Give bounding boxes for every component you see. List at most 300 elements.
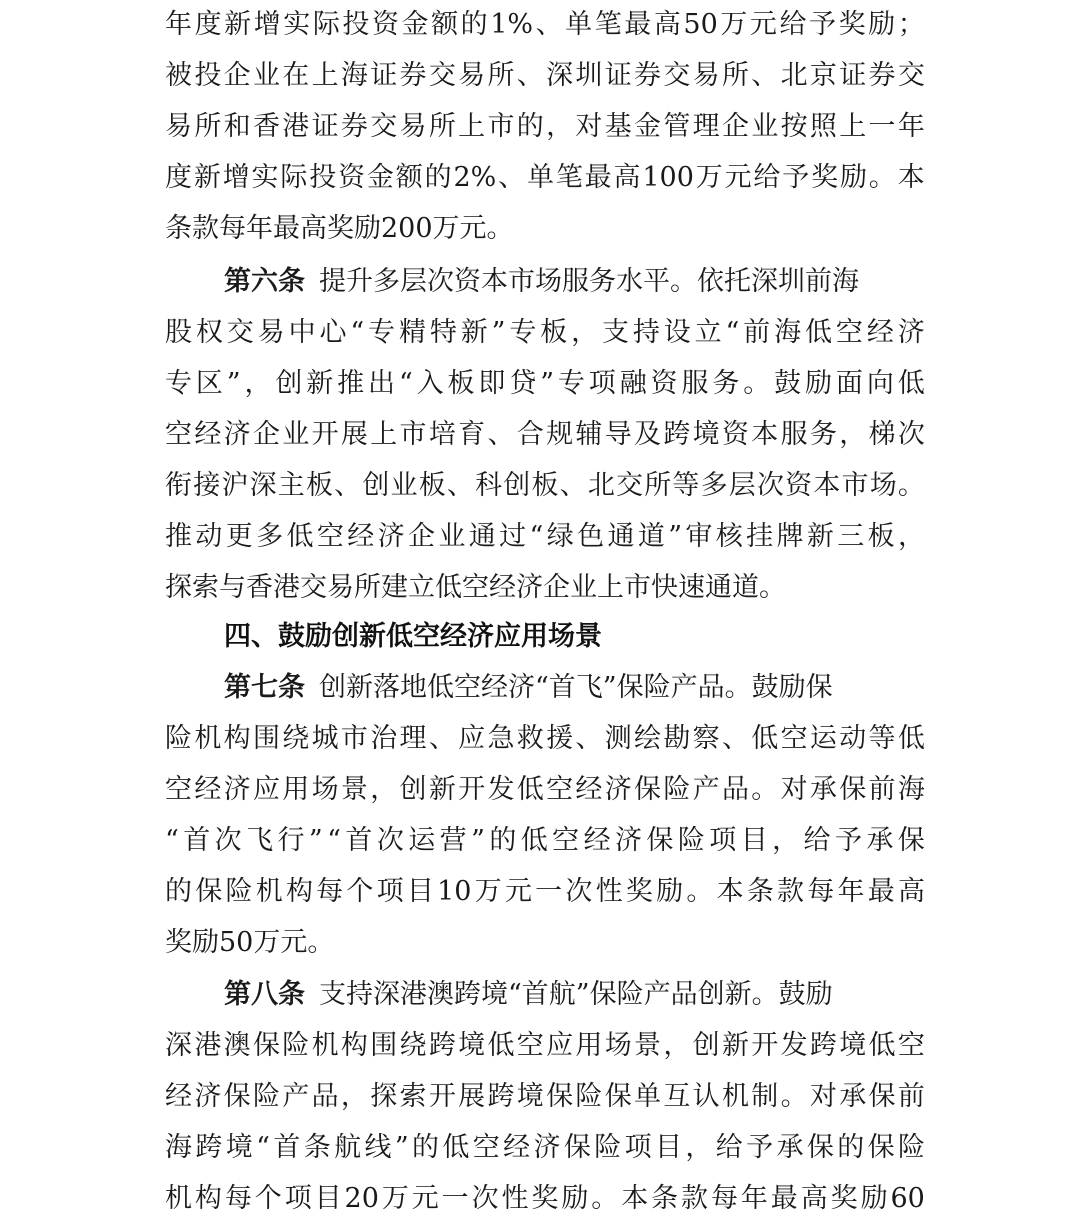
glyph: 空 <box>472 1132 500 1163</box>
glyph: 度 <box>165 162 192 193</box>
glyph: 、 <box>498 162 526 193</box>
glyph: 京 <box>809 60 837 91</box>
glyph: 投 <box>342 9 370 40</box>
glyph: 航 <box>334 1132 362 1163</box>
glyph: 产 <box>692 774 720 805</box>
glyph: 援 <box>546 723 574 754</box>
glyph: 奖 <box>830 1183 858 1214</box>
glyph: 新 <box>306 368 334 399</box>
glyph: 条 <box>746 876 774 907</box>
glyph: 合 <box>516 419 544 450</box>
glyph: 务 <box>809 419 837 450</box>
glyph: 企 <box>408 521 435 552</box>
glyph: 主 <box>277 470 305 501</box>
glyph: ， <box>772 825 800 856</box>
glyph: 绕 <box>399 1030 427 1061</box>
glyph: 券 <box>399 60 427 91</box>
glyph: 境 <box>692 419 720 450</box>
glyph: 海 <box>774 317 802 348</box>
glyph: 保 <box>634 774 661 805</box>
glyph: 机 <box>255 876 283 907</box>
glyph: ， <box>340 1081 368 1112</box>
glyph: 空 <box>835 317 863 348</box>
glyph: 10 <box>437 876 472 907</box>
article-7-label: 第七条 <box>224 672 305 703</box>
glyph: ， <box>839 419 867 450</box>
glyph: 动 <box>839 723 867 754</box>
glyph: 2% <box>453 162 497 193</box>
glyph: 投 <box>194 60 222 91</box>
body-line <box>165 517 925 557</box>
glyph: 境 <box>516 1081 544 1112</box>
glyph: 多 <box>256 521 284 552</box>
glyph: 、 <box>516 60 544 91</box>
glyph: 港 <box>194 1030 222 1061</box>
glyph: 等 <box>868 723 896 754</box>
glyph: 围 <box>252 723 280 754</box>
glyph: 款 <box>681 1183 709 1214</box>
glyph: 。 <box>780 1081 808 1112</box>
glyph: 给 <box>779 9 807 40</box>
glyph: 本 <box>897 162 925 193</box>
glyph: 产 <box>282 1081 310 1112</box>
glyph: ” <box>226 368 241 399</box>
glyph: 的 <box>165 876 192 907</box>
glyph: 跨 <box>663 419 691 450</box>
glyph: 应 <box>252 774 280 805</box>
glyph: 性 <box>595 876 623 907</box>
glyph: ， <box>685 1132 713 1163</box>
glyph: 所 <box>194 111 222 142</box>
glyph: 项 <box>709 825 737 856</box>
glyph: 证 <box>311 111 339 142</box>
glyph: 权 <box>195 317 223 348</box>
glyph: 次 <box>471 1183 499 1214</box>
glyph: 培 <box>428 419 456 450</box>
glyph: 服 <box>780 419 808 450</box>
glyph: 互 <box>663 1081 691 1112</box>
glyph: 券 <box>868 60 896 91</box>
glyph: 察 <box>692 723 720 754</box>
glyph: 辅 <box>575 419 603 450</box>
glyph: 对 <box>809 1081 837 1112</box>
glyph: “ <box>165 825 179 856</box>
body-line <box>165 1128 925 1168</box>
glyph: 对 <box>575 111 603 142</box>
glyph: 更 <box>225 521 253 552</box>
glyph: 理 <box>399 723 427 754</box>
glyph: 品 <box>721 774 749 805</box>
glyph: 和 <box>223 111 251 142</box>
glyph: 新 <box>806 521 834 552</box>
glyph: 济 <box>615 825 642 856</box>
glyph: 探 <box>370 1081 398 1112</box>
glyph: 易 <box>257 317 285 348</box>
glyph: 奖 <box>838 9 866 40</box>
body-line <box>165 415 925 455</box>
glyph: 高 <box>897 876 925 907</box>
glyph: 每 <box>710 1183 738 1214</box>
glyph: “ <box>725 317 740 348</box>
glyph: 本 <box>621 1183 649 1214</box>
glyph: 本 <box>813 470 841 501</box>
glyph: 中 <box>288 317 316 348</box>
glyph: 面 <box>835 368 863 399</box>
glyph: 构 <box>223 723 251 754</box>
glyph: 机 <box>165 1183 192 1214</box>
glyph: 易 <box>165 111 192 142</box>
glyph: 板 <box>447 368 475 399</box>
glyph: 创 <box>692 1030 720 1061</box>
glyph: 证 <box>604 60 632 91</box>
glyph: 场 <box>604 1030 632 1061</box>
glyph: 救 <box>516 723 544 754</box>
glyph: 100 <box>642 162 694 193</box>
glyph: 给 <box>715 1132 743 1163</box>
glyph: 发 <box>487 774 515 805</box>
glyph: ” <box>540 368 555 399</box>
glyph: 股 <box>165 317 192 348</box>
glyph: 低 <box>868 1030 896 1061</box>
glyph: 融 <box>619 368 647 399</box>
glyph: 次 <box>897 419 925 450</box>
glyph: 道 <box>637 521 665 552</box>
glyph: 上 <box>839 111 867 142</box>
glyph: 创 <box>362 470 390 501</box>
glyph: 项 <box>624 1132 652 1163</box>
glyph: 一 <box>868 111 896 142</box>
glyph: 制 <box>751 1081 779 1112</box>
glyph: 澳 <box>223 1030 251 1061</box>
glyph: 空 <box>897 1030 925 1061</box>
glyph: 个 <box>254 1183 282 1214</box>
glyph: 测 <box>604 723 632 754</box>
glyph: 机 <box>194 723 222 754</box>
glyph: 接 <box>193 470 221 501</box>
glyph: 城 <box>311 723 339 754</box>
glyph: 承 <box>866 825 894 856</box>
glyph: 券 <box>634 60 661 91</box>
glyph: 设 <box>663 317 691 348</box>
glyph: 年 <box>837 876 865 907</box>
glyph: 构 <box>340 1030 368 1061</box>
body-line: 奖励50万元。 <box>165 927 335 958</box>
article-7-first-line <box>224 668 914 708</box>
glyph: 向 <box>866 368 894 399</box>
glyph: 低 <box>897 723 925 754</box>
glyph: 易 <box>458 60 486 91</box>
body-line: 条款每年最高奖励200万元。 <box>165 213 514 244</box>
glyph: ， <box>244 368 272 399</box>
glyph: 元 <box>504 876 532 907</box>
glyph: 行 <box>277 825 305 856</box>
glyph: 资 <box>721 419 749 450</box>
glyph: 金 <box>634 111 661 142</box>
glyph: 、 <box>559 470 587 501</box>
body-line <box>165 872 925 912</box>
glyph: 开 <box>751 1030 779 1061</box>
article-8-text: 支持深港澳跨境“首航”保险产品创新。鼓励 <box>319 979 833 1010</box>
glyph: 牌 <box>776 521 804 552</box>
glyph: 新 <box>193 162 221 193</box>
glyph: 空 <box>780 723 808 754</box>
glyph: 经 <box>575 774 603 805</box>
glyph: 易 <box>692 60 720 91</box>
glyph: “ <box>350 317 365 348</box>
glyph: 交 <box>616 470 643 501</box>
glyph: 济 <box>897 317 925 348</box>
glyph: 。 <box>743 368 771 399</box>
glyph: 港 <box>282 111 310 142</box>
glyph: 市 <box>399 419 427 450</box>
glyph: 。 <box>591 1183 619 1214</box>
glyph: “ <box>398 368 413 399</box>
glyph: 构 <box>285 876 313 907</box>
glyph: 金 <box>366 162 394 193</box>
glyph: 照 <box>809 111 837 142</box>
glyph: 展 <box>458 1081 486 1112</box>
glyph: 奖 <box>531 1183 559 1214</box>
glyph: 、 <box>575 723 603 754</box>
glyph: 予 <box>782 162 810 193</box>
glyph: 济 <box>533 1132 561 1163</box>
glyph: 万 <box>695 162 723 193</box>
glyph: 支 <box>601 317 629 348</box>
glyph: 保 <box>806 1132 834 1163</box>
glyph: 所 <box>428 111 456 142</box>
glyph: 跨 <box>428 1030 456 1061</box>
glyph: 导 <box>604 419 632 450</box>
glyph: 三 <box>837 521 865 552</box>
glyph: ” <box>471 825 485 856</box>
glyph: ， <box>571 317 599 348</box>
glyph: 运 <box>809 723 837 754</box>
glyph: 个 <box>346 876 374 907</box>
glyph: 50 <box>683 9 718 40</box>
glyph: 给 <box>753 162 781 193</box>
glyph: 最 <box>770 1183 798 1214</box>
glyph: 险 <box>252 1081 280 1112</box>
glyph: 元 <box>411 1183 439 1214</box>
glyph: 奖 <box>625 876 653 907</box>
glyph: 认 <box>692 1081 720 1112</box>
glyph: 增 <box>253 9 281 40</box>
glyph: 理 <box>692 111 720 142</box>
glyph: 次 <box>756 470 784 501</box>
glyph: 款 <box>777 876 805 907</box>
glyph: 承 <box>839 1081 867 1112</box>
glyph: 核 <box>715 521 743 552</box>
glyph: 目 <box>314 1183 342 1214</box>
glyph: 通 <box>607 521 635 552</box>
glyph: 实 <box>251 162 279 193</box>
glyph: 梯 <box>868 419 896 450</box>
glyph: 务 <box>712 368 740 399</box>
glyph: 励 <box>860 1183 888 1214</box>
glyph: ” <box>394 1132 409 1163</box>
section-4-heading: 四、鼓励创新低空经济应用场景 <box>224 621 602 652</box>
glyph: 交 <box>897 60 925 91</box>
glyph: 区 <box>195 368 223 399</box>
glyph: 所 <box>721 60 749 91</box>
glyph: 年 <box>165 9 192 40</box>
glyph: 境 <box>839 1030 867 1061</box>
glyph: 际 <box>280 162 308 193</box>
glyph: 保 <box>195 876 223 907</box>
glyph: 基 <box>604 111 632 142</box>
glyph: 出 <box>368 368 396 399</box>
glyph: 、 <box>721 723 749 754</box>
glyph: 每 <box>316 876 344 907</box>
glyph: 场 <box>869 470 897 501</box>
glyph: 交 <box>428 60 456 91</box>
glyph: 险 <box>282 1030 310 1061</box>
glyph: 服 <box>681 368 709 399</box>
glyph: 最 <box>624 9 652 40</box>
glyph: 创 <box>503 470 531 501</box>
glyph: 跨 <box>809 1030 837 1061</box>
glyph: 额 <box>395 162 423 193</box>
body-line <box>165 466 925 506</box>
glyph: 最 <box>584 162 612 193</box>
glyph: 证 <box>839 60 867 91</box>
glyph: 衔 <box>165 470 192 501</box>
glyph: 板 <box>531 470 559 501</box>
glyph: 新 <box>460 317 488 348</box>
glyph: 即 <box>478 368 506 399</box>
glyph: 资 <box>785 470 813 501</box>
glyph: 按 <box>780 111 808 142</box>
glyph: 年 <box>740 1183 768 1214</box>
article-6-first-line <box>224 262 914 302</box>
glyph: 经 <box>194 419 222 450</box>
glyph: 济 <box>604 774 632 805</box>
glyph: 、 <box>446 470 474 501</box>
glyph: 持 <box>632 317 660 348</box>
article-6-label: 第六条 <box>224 266 305 297</box>
glyph: 承 <box>776 1132 804 1163</box>
glyph: 所 <box>487 60 515 91</box>
glyph: 场 <box>311 774 339 805</box>
glyph: 首 <box>183 825 211 856</box>
glyph: 板 <box>305 470 333 501</box>
glyph: 入 <box>416 368 444 399</box>
glyph: 空 <box>165 774 192 805</box>
glyph: 营 <box>439 825 467 856</box>
glyph: 空 <box>165 419 192 450</box>
glyph: 管 <box>663 111 691 142</box>
glyph: 景 <box>634 1030 661 1061</box>
glyph: 低 <box>442 1132 470 1163</box>
glyph: 层 <box>728 470 756 501</box>
glyph: 1% <box>490 9 534 40</box>
glyph: 济 <box>194 1081 222 1112</box>
glyph: “ <box>256 1132 270 1163</box>
body-line <box>165 821 925 861</box>
glyph: 心 <box>319 317 347 348</box>
glyph: 深 <box>249 470 277 501</box>
glyph: 保 <box>867 1132 895 1163</box>
glyph: 低 <box>805 317 833 348</box>
glyph: 新 <box>224 9 252 40</box>
glyph: 项 <box>284 1183 312 1214</box>
glyph: 上 <box>370 419 398 450</box>
glyph: 险 <box>663 774 691 805</box>
glyph: 深 <box>546 60 574 91</box>
glyph: 创 <box>275 368 303 399</box>
glyph: 济 <box>223 419 251 450</box>
glyph: 急 <box>487 723 515 754</box>
glyph: 经 <box>866 317 894 348</box>
glyph: 围 <box>370 1030 398 1061</box>
body-line <box>165 1026 925 1066</box>
glyph: 深 <box>165 1030 192 1061</box>
glyph: 高 <box>613 162 641 193</box>
glyph: 境 <box>458 1030 486 1061</box>
glyph: 。 <box>897 470 925 501</box>
glyph: 单 <box>634 1081 661 1112</box>
glyph: 际 <box>312 9 340 40</box>
glyph: 应 <box>546 1030 574 1061</box>
body-line <box>165 770 925 810</box>
glyph: 给 <box>803 825 831 856</box>
glyph: 资 <box>371 9 399 40</box>
glyph: 的 <box>460 9 488 40</box>
glyph: 资 <box>338 162 366 193</box>
glyph: 易 <box>399 111 427 142</box>
glyph: 开 <box>428 1081 456 1112</box>
glyph: 项 <box>376 876 404 907</box>
glyph: 一 <box>441 1183 469 1214</box>
glyph: 性 <box>501 1183 529 1214</box>
glyph: 保 <box>897 825 925 856</box>
glyph: 前 <box>868 774 896 805</box>
body-line <box>165 56 925 96</box>
glyph: 用 <box>575 1030 603 1061</box>
glyph: 保 <box>868 1081 896 1112</box>
glyph: 保 <box>839 774 867 805</box>
glyph: 保 <box>223 1081 251 1112</box>
glyph: 品 <box>311 1081 339 1112</box>
glyph: 证 <box>370 60 398 91</box>
glyph: 一 <box>535 876 563 907</box>
glyph: 、 <box>428 723 456 754</box>
glyph: 专 <box>509 317 537 348</box>
glyph: 低 <box>751 723 779 754</box>
glyph: 目 <box>655 1132 682 1163</box>
glyph: 索 <box>399 1081 427 1112</box>
glyph: 业 <box>282 419 310 450</box>
body-line <box>165 313 925 353</box>
glyph: 高 <box>653 9 681 40</box>
glyph: 推 <box>337 368 365 399</box>
glyph: 险 <box>225 876 253 907</box>
glyph: “ <box>529 521 544 552</box>
glyph: 业 <box>438 521 466 552</box>
glyph: 、 <box>334 470 362 501</box>
glyph: 首 <box>273 1132 301 1163</box>
glyph: 发 <box>780 1030 808 1061</box>
glyph: 运 <box>408 825 436 856</box>
glyph: 推 <box>165 521 192 552</box>
glyph: ” <box>491 317 506 348</box>
glyph: 度 <box>194 9 222 40</box>
glyph: ， <box>663 1030 691 1061</box>
glyph: 济 <box>223 774 251 805</box>
body-line <box>165 719 925 759</box>
glyph: 、 <box>535 9 563 40</box>
glyph: 予 <box>809 9 837 40</box>
